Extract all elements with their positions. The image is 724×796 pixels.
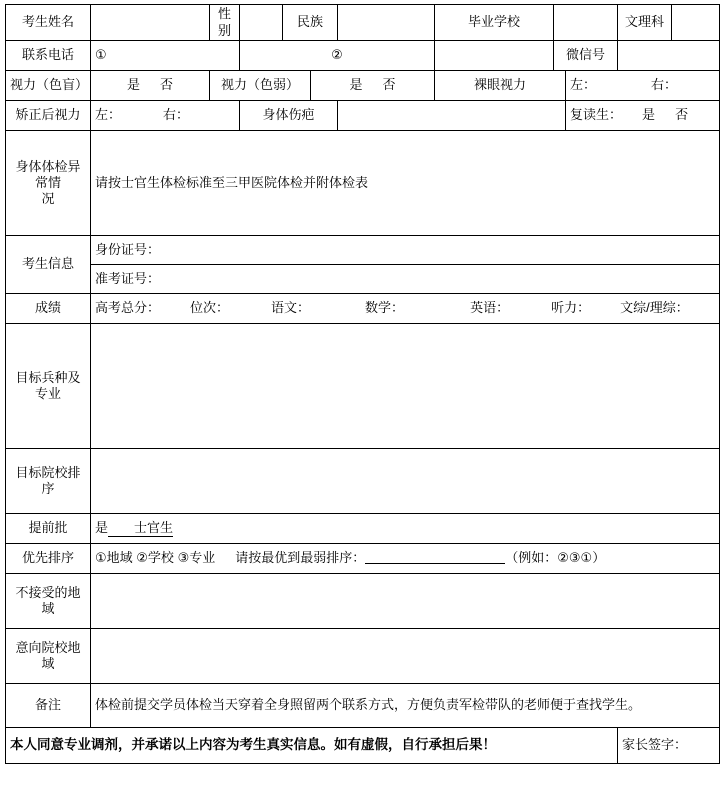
label-gender: 性别 — [210, 5, 240, 41]
label-exam-number: 准考证号： — [95, 270, 161, 286]
label-target-branch: 目标兵种及专业 — [6, 324, 91, 449]
label-total-score: 高考总分： — [95, 300, 161, 316]
label-english: 英语： — [470, 300, 510, 316]
row-target-branch — [6, 324, 720, 449]
row-declaration — [6, 728, 720, 764]
field-preferred-region[interactable] — [91, 629, 720, 684]
colorblind-yes[interactable]: 是 — [126, 77, 140, 93]
label-academic-track: 文理科 — [618, 5, 672, 41]
priority-option-3: ③专业 — [177, 550, 216, 566]
field-ethnicity[interactable] — [338, 5, 435, 41]
early-batch-noncom[interactable]: 士官生 — [134, 520, 173, 537]
label-naked-vision: 裸眼视力 — [435, 71, 566, 101]
row-priority-order — [6, 544, 720, 574]
label-candidate-name: 考生姓名 — [6, 5, 91, 41]
early-batch-yes[interactable]: 是 — [95, 519, 109, 535]
label-preferred-region: 意向院校地域 — [6, 629, 91, 684]
label-medical-line-2: 况 — [41, 191, 55, 207]
colorweak-yes[interactable]: 是 — [349, 77, 363, 93]
field-target-branch[interactable] — [91, 324, 720, 449]
naked-vision-right-label: 右： — [651, 77, 678, 93]
repeat-yes[interactable]: 是 — [642, 107, 656, 123]
label-id-number: 身份证号： — [95, 241, 161, 257]
label-medical-line-1: 身体体检异常情 — [15, 158, 81, 190]
repeat-no[interactable]: 否 — [675, 107, 689, 123]
label-corrected-vision: 矫正后视力 — [6, 101, 91, 131]
priority-option-1: ①地域 — [95, 550, 133, 566]
field-corrected-vision[interactable] — [91, 101, 240, 131]
medical-instruction-note: 请按士官生体检标准至三甲医院体检并附体检表 — [95, 174, 369, 190]
label-rejected-region: 不接受的地域 — [6, 574, 91, 629]
field-repeat-student[interactable] — [566, 101, 720, 131]
field-parent-signature[interactable] — [618, 728, 720, 764]
label-contact-phone: 联系电话 — [6, 41, 91, 71]
label-remark: 备注 — [6, 684, 91, 728]
field-colorblind[interactable] — [91, 71, 210, 101]
field-candidate-name[interactable] — [91, 5, 210, 41]
field-phone-2[interactable] — [240, 41, 435, 71]
row-medical-abnormality — [6, 131, 720, 236]
label-colorblind: 视力（色盲） — [6, 71, 91, 101]
form-sheet — [0, 4, 724, 796]
application-form-table — [5, 4, 720, 764]
label-priority-order: 优先排序 — [6, 544, 91, 574]
colorblind-no[interactable]: 否 — [160, 77, 174, 93]
colorweak-no[interactable]: 否 — [382, 77, 396, 93]
label-target-school: 目标院校排序 — [6, 449, 91, 514]
row-early-batch — [6, 514, 720, 544]
label-chinese: 语文： — [271, 300, 311, 316]
label-math: 数学： — [365, 300, 405, 316]
phone-1-marker: ① — [95, 47, 107, 63]
label-graduation-school: 毕业学校 — [435, 5, 554, 41]
field-early-batch[interactable] — [91, 514, 720, 544]
field-remark — [91, 684, 720, 728]
row-rejected-region — [6, 574, 720, 629]
label-body-scar: 身体伤疤 — [240, 101, 338, 131]
field-rejected-region[interactable] — [91, 574, 720, 629]
row-preferred-region — [6, 629, 720, 684]
phone-row-spacer — [435, 41, 554, 71]
field-id-number[interactable] — [91, 236, 720, 265]
field-gender[interactable] — [240, 5, 283, 41]
field-graduation-school[interactable] — [554, 5, 618, 41]
label-early-batch: 提前批 — [6, 514, 91, 544]
field-wechat[interactable] — [618, 41, 720, 71]
field-medical-abnormality[interactable] — [91, 131, 720, 236]
label-candidate-info: 考生信息 — [6, 236, 91, 294]
row-exam-id — [6, 265, 720, 294]
corrected-right-label: 右： — [163, 107, 190, 123]
label-comprehensive: 文综/理综： — [620, 300, 689, 316]
phone-2-marker: ② — [331, 47, 343, 63]
priority-answer-blank[interactable] — [365, 550, 505, 564]
field-academic-track[interactable] — [672, 5, 720, 41]
early-batch-gap — [108, 520, 134, 537]
priority-option-2: ②学校 — [136, 550, 174, 566]
field-colorweak[interactable] — [311, 71, 435, 101]
naked-vision-left-label: 左： — [570, 77, 597, 93]
row-candidate-id — [6, 236, 720, 265]
label-scores: 成绩 — [6, 294, 91, 324]
row-contact-phone — [6, 41, 720, 71]
row-corrected-vision — [6, 101, 720, 131]
row-vision — [6, 71, 720, 101]
label-medical-abnormality — [6, 131, 91, 236]
field-exam-number[interactable] — [91, 265, 720, 294]
remark-text: 体检前提交学员体检当天穿着全身照留两个联系方式，方便负责军检带队的老师便于查找学生。 — [95, 697, 642, 713]
field-naked-vision[interactable] — [566, 71, 720, 101]
declaration-statement: 本人同意专业调剂，并承诺以上内容为考生真实信息。如有虚假，自行承担后果！ — [6, 728, 618, 764]
row-candidate-name — [6, 5, 720, 41]
field-body-scar[interactable] — [338, 101, 566, 131]
priority-instruction: 请按最优到最弱排序： — [235, 550, 366, 566]
corrected-left-label: 左： — [95, 107, 122, 123]
row-remark — [6, 684, 720, 728]
label-ethnicity: 民族 — [283, 5, 338, 41]
row-scores — [6, 294, 720, 324]
field-target-school[interactable] — [91, 449, 720, 514]
priority-example: （例如：②③①） — [505, 550, 606, 566]
label-listening: 听力： — [551, 300, 591, 316]
field-phone-1[interactable] — [91, 41, 240, 71]
field-scores[interactable] — [91, 294, 720, 324]
row-target-school — [6, 449, 720, 514]
label-wechat: 微信号 — [554, 41, 618, 71]
label-rank: 位次： — [190, 300, 230, 316]
label-colorweak: 视力（色弱） — [210, 71, 311, 101]
repeat-student-label: 复读生： — [570, 107, 623, 123]
field-priority-order[interactable] — [91, 544, 720, 574]
label-parent-signature: 家长签字： — [622, 737, 688, 753]
